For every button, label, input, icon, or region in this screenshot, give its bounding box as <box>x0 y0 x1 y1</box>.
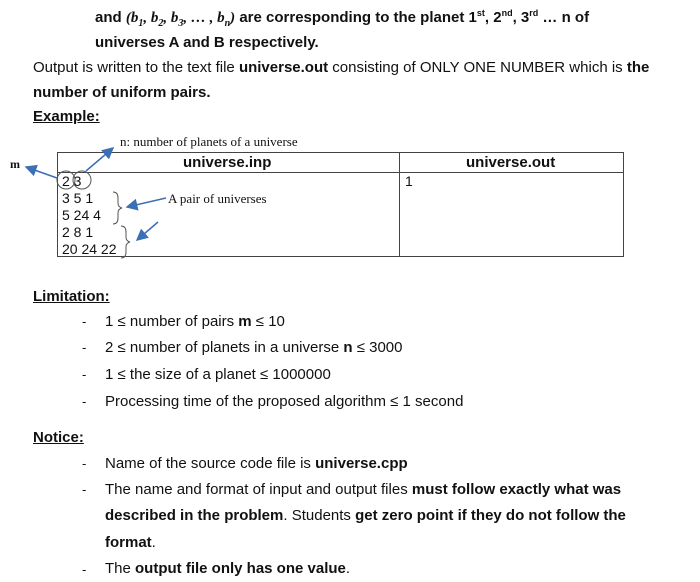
notice-item-2-bold: format <box>105 534 152 551</box>
input-line: 5 24 4 <box>62 207 101 223</box>
circle-n <box>73 171 91 189</box>
limitation-item-var: m <box>238 313 252 330</box>
seq-rest: , … , b <box>183 10 225 26</box>
notice-item-2-bold: described in the problem <box>105 507 284 524</box>
circle-m <box>57 171 75 189</box>
notice-item-2-line-3 <box>105 533 156 553</box>
limitation-dash: - <box>82 367 87 382</box>
notice-item-2-bold: get zero point if they do not follow the <box>355 507 626 524</box>
sup-st: st <box>476 8 485 18</box>
intro-line-2: universes A and B respectively. <box>95 34 319 51</box>
seq-subn: n <box>224 18 231 29</box>
input-line: 3 5 1 <box>62 190 94 206</box>
notice-item-2-bold: must follow exactly what was <box>411 481 622 498</box>
limitation-dash: - <box>82 340 87 355</box>
seq-comma2: , b <box>163 10 179 26</box>
limitation-item <box>105 338 402 358</box>
table-header-output: universe.out <box>466 154 556 171</box>
annotation-n: n: number of planets of a universe <box>120 134 298 149</box>
limitation-item-tail: ≤ 10 <box>251 313 285 330</box>
sup-nd: nd <box>501 8 513 18</box>
intro-text: are corresponding to the planet 1 <box>239 9 477 26</box>
arrow-to-m <box>26 167 57 178</box>
notice-heading: Notice: <box>33 429 84 446</box>
input-line: 20 24 22 <box>62 241 117 257</box>
output-desc-part3: the <box>626 59 650 76</box>
intro-3: , 3 <box>512 9 530 26</box>
table-header-input: universe.inp <box>183 154 272 171</box>
output-value: 1 <box>405 173 413 189</box>
notice-item-2-text: The name and format of input and output files <box>105 481 412 498</box>
limitation-item <box>105 312 285 332</box>
limitation-dash: - <box>82 394 87 409</box>
input-line: 2 3 <box>62 173 82 189</box>
brace-pair-2 <box>121 226 130 258</box>
seq-close: ) <box>230 10 236 26</box>
notice-dash: - <box>82 482 87 497</box>
notice-dash: - <box>82 456 87 471</box>
intro-2: , 2 <box>484 9 502 26</box>
notice-item-3-text: The <box>105 560 136 577</box>
limitation-item: 1 ≤ the size of a planet ≤ 1000000 <box>105 366 331 383</box>
notice-item-2-line-1 <box>105 480 621 500</box>
notice-item-2-mid: . Students <box>283 507 356 524</box>
notice-item-3 <box>105 559 350 579</box>
example-heading: Example: <box>33 108 100 125</box>
seq-open: (b <box>125 10 139 26</box>
arrow-to-brace-1 <box>127 198 166 207</box>
output-desc-part1: Output is written to the text file <box>33 59 239 76</box>
annotation-pair: A pair of universes <box>168 191 267 206</box>
seq-comma1: , b <box>143 10 159 26</box>
output-desc-part2: consisting of ONLY ONE NUMBER which is <box>328 59 627 76</box>
notice-item-2-end: . <box>151 534 156 551</box>
notice-source-filename: universe.cpp <box>315 455 408 472</box>
notice-item-3-bold: output file only has one value <box>135 560 346 577</box>
notice-item-1-text: Name of the source code file is <box>105 455 316 472</box>
limitation-item-text: 2 ≤ number of planets in a universe <box>105 339 344 356</box>
annotation-m: m <box>10 157 20 171</box>
notice-item-3-end: . <box>345 560 351 577</box>
notice-item-2-line-2 <box>105 506 626 526</box>
arrow-to-brace-2 <box>137 222 158 240</box>
arrow-to-n <box>86 148 113 171</box>
limitation-dash: - <box>82 314 87 329</box>
intro-tail: … n of <box>538 9 590 26</box>
sup-rd: rd <box>529 8 539 18</box>
limitation-heading: Limitation: <box>33 288 110 305</box>
brace-pair-1 <box>113 192 122 224</box>
input-line: 2 8 1 <box>62 224 94 240</box>
seq-sub3: 3 <box>178 18 184 29</box>
output-description-line-2: number of uniform pairs. <box>33 84 211 101</box>
limitation-item-tail: ≤ 3000 <box>352 339 403 356</box>
intro-and: and <box>95 9 122 26</box>
notice-dash: - <box>82 562 87 577</box>
limitation-item-text: 1 ≤ number of pairs <box>105 313 239 330</box>
output-filename: universe.out <box>238 59 329 76</box>
notice-item-1 <box>105 454 408 474</box>
seq-sub1: 1 <box>138 18 144 29</box>
limitation-item-var: n <box>343 339 353 356</box>
limitation-item: Processing time of the proposed algorithm ≤ 1 second <box>105 393 464 410</box>
seq-sub2: 2 <box>158 18 164 29</box>
